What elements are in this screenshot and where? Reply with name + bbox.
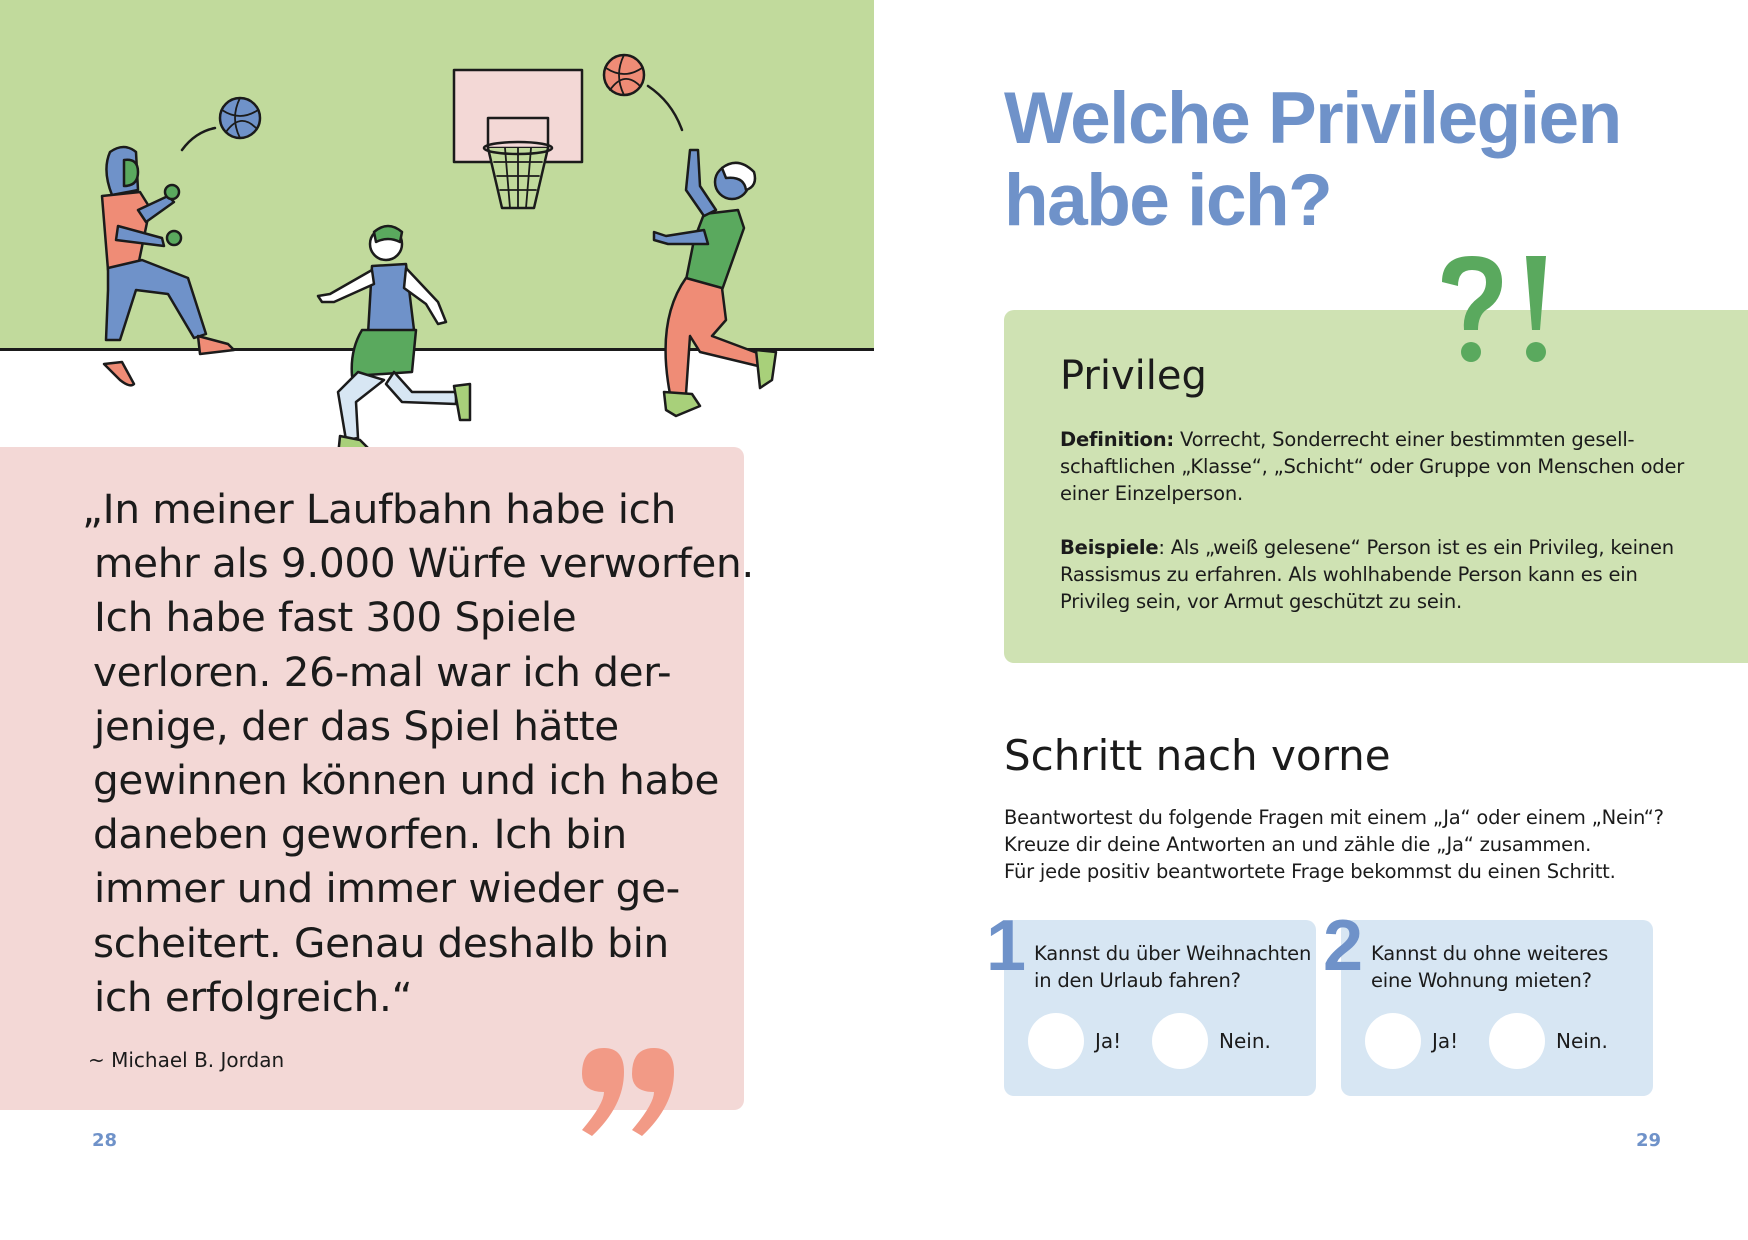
no-checkbox[interactable] xyxy=(1152,1013,1208,1069)
closing-quote-mark-icon xyxy=(574,1048,684,1144)
quote-line: ich erfolgreich.“ xyxy=(94,972,413,1021)
quote-line: verloren. 26-mal war ich der- xyxy=(93,647,672,696)
definition-label: Definition: xyxy=(1060,428,1175,451)
definition-line: schaftlichen „Klasse“, „Schicht“ oder Gruppe von Menschen oder xyxy=(1060,455,1685,478)
yes-label: Ja! xyxy=(1095,1029,1122,1053)
page-number-right: 29 xyxy=(1636,1130,1662,1151)
definition-line xyxy=(1060,426,1660,453)
step-intro xyxy=(1004,804,1704,885)
quote-line: jenige, der das Spiel hätte xyxy=(94,701,619,750)
player-middle-figure xyxy=(318,226,470,462)
quote-line: gewinnen können und ich habe xyxy=(93,756,720,805)
paragraph-gap xyxy=(1060,507,1660,534)
examples-line-text: : Als „weiß gelesene“ Person ist es ein Privileg, keinen xyxy=(1158,536,1674,559)
definition-line: einer Einzelperson. xyxy=(1060,482,1243,505)
definition-line-text: Vorrecht, Sonderrecht einer bestimmten gesell- xyxy=(1174,428,1635,451)
step-intro-line: Beantwortest du folgende Fragen mit einem „Ja“ oder einem „Nein“? xyxy=(1004,806,1664,829)
question-line: Kannst du über Weihnachten xyxy=(1034,942,1312,965)
quote-line: Ich habe fast 300 Spiele xyxy=(94,593,577,642)
quote-line: scheitert. Genau deshalb bin xyxy=(93,918,669,967)
quote-text xyxy=(82,482,754,1024)
question-card-2 xyxy=(1341,920,1653,1096)
quote-line: daneben geworfen. Ich bin xyxy=(93,810,627,859)
right-page xyxy=(874,0,1748,1240)
definition-text xyxy=(1060,426,1685,615)
no-checkbox[interactable] xyxy=(1489,1013,1545,1069)
examples-line: Rassismus zu erfahren. Als wohlhabende Person kann es ein xyxy=(1060,563,1638,586)
step-intro-line: Kreuze dir deine Antworten an und zähle die „Ja“ zusammen. xyxy=(1004,833,1592,856)
basketball-players-illustration xyxy=(0,0,874,480)
no-label: Nein. xyxy=(1219,1029,1271,1053)
blue-basketball-icon xyxy=(182,98,260,150)
definition-heading: Privileg xyxy=(1060,353,1207,399)
no-label: Nein. xyxy=(1556,1029,1608,1053)
orange-basketball-icon xyxy=(604,55,682,130)
examples-line xyxy=(1060,534,1674,561)
question-line: Kannst du ohne weiteres xyxy=(1371,942,1609,965)
question-number: 1 xyxy=(986,906,1024,986)
quote-line: „In meiner Laufbahn habe ich xyxy=(82,485,677,533)
quote-author: ~ Michael B. Jordan xyxy=(88,1048,285,1072)
yes-label: Ja! xyxy=(1432,1029,1459,1053)
question-line: in den Urlaub fahren? xyxy=(1034,969,1241,992)
step-heading: Schritt nach vorne xyxy=(1004,731,1391,780)
question-exclamation-icon xyxy=(1434,252,1564,392)
question-line: eine Wohnung mieten? xyxy=(1371,969,1592,992)
yes-checkbox[interactable] xyxy=(1365,1013,1421,1069)
examples-line: Privileg sein, vor Armut geschützt zu sein. xyxy=(1060,590,1463,613)
question-text xyxy=(1034,940,1312,994)
question-text xyxy=(1371,940,1641,994)
quote-line: mehr als 9.000 Würfe verworfen. xyxy=(94,539,754,588)
player-right-figure xyxy=(654,150,776,416)
step-intro-line: Für jede positiv beantwortete Frage bekommst du einen Schritt. xyxy=(1004,860,1616,883)
quote-line: immer und immer wieder ge- xyxy=(94,864,680,913)
yes-checkbox[interactable] xyxy=(1028,1013,1084,1069)
page-title xyxy=(1004,78,1621,242)
page-title-line: Welche Privilegien xyxy=(1004,78,1621,159)
question-card-1 xyxy=(1004,920,1316,1096)
basketball-hoop-icon xyxy=(454,70,582,208)
examples-label: Beispiele xyxy=(1060,536,1159,559)
player-left-figure xyxy=(102,147,234,385)
page-number-left: 28 xyxy=(92,1130,118,1151)
question-number: 2 xyxy=(1323,906,1361,986)
page-title-line: habe ich? xyxy=(1004,160,1332,241)
